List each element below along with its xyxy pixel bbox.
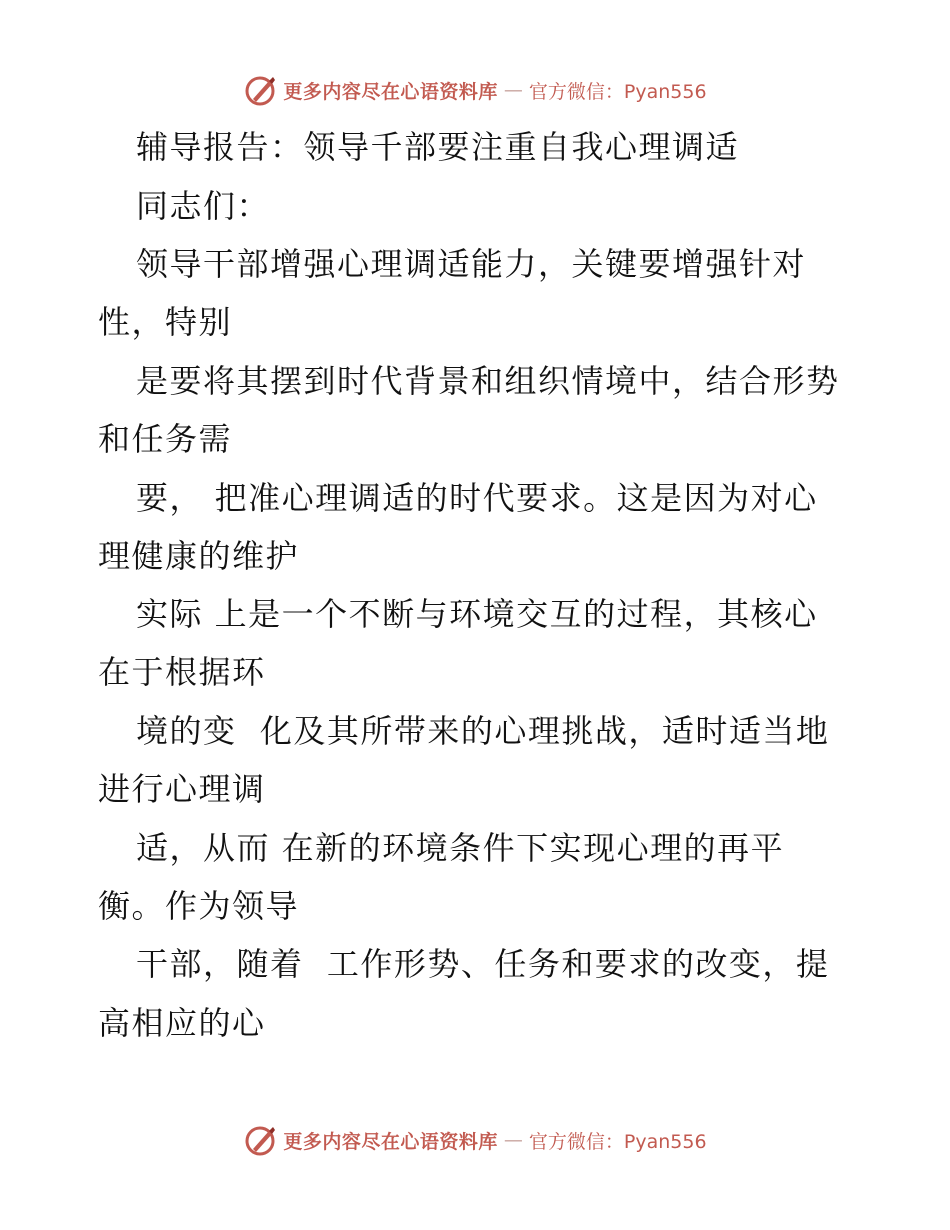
paragraph-line: 理健康的维护 [98, 537, 300, 575]
paragraph-line: 同志们： [136, 187, 271, 225]
pen-circle-logo-icon [243, 73, 277, 107]
watermark-wechat: 官方微信：Pyan556 [528, 1130, 707, 1153]
paragraph-line: 高相应的心 [98, 1004, 266, 1042]
watermark-text: 更多内容尽在心语资料库 [283, 80, 498, 103]
paragraph-line: 和任务需 [98, 420, 233, 458]
paragraph-line: 境的变 化及其所带来的心理挑战，适时适当地 [136, 712, 830, 750]
document-title: 辅导报告：领导千部要注重自我心理调适 [136, 128, 740, 166]
paragraph-line: 要， 把准心理调适的时代要求。这是因为对心 [136, 479, 818, 517]
watermark-wechat: 官方微信：Pyan556 [528, 80, 707, 103]
paragraph-line: 干部，随着 工作形势、任务和要求的改变，提 [136, 945, 830, 983]
footer-watermark [0, 1120, 950, 1160]
watermark-text: 更多内容尽在心语资料库 [283, 1130, 498, 1153]
paragraph-line: 是要将其摆到时代背景和组织情境中，结合形势 [136, 362, 840, 400]
paragraph-line: 性，特别 [98, 303, 233, 341]
paragraph-line: 衡。作为领导 [98, 887, 300, 925]
watermark-separator: — [503, 1129, 523, 1151]
watermark-separator: — [503, 79, 523, 101]
paragraph-line: 进行心理调 [98, 770, 266, 808]
pen-circle-logo-icon [243, 1123, 277, 1157]
paragraph-line: 适，从而 在新的环境条件下实现心理的再平 [136, 829, 785, 867]
paragraph-line: 在于根据环 [98, 653, 266, 691]
paragraph-line: 实际 上是一个不断与环境交互的过程，其核心 [136, 595, 818, 633]
paragraph-line: 领导干部增强心理调适能力，关键要增强针对 [136, 245, 807, 283]
header-watermark [0, 70, 950, 110]
